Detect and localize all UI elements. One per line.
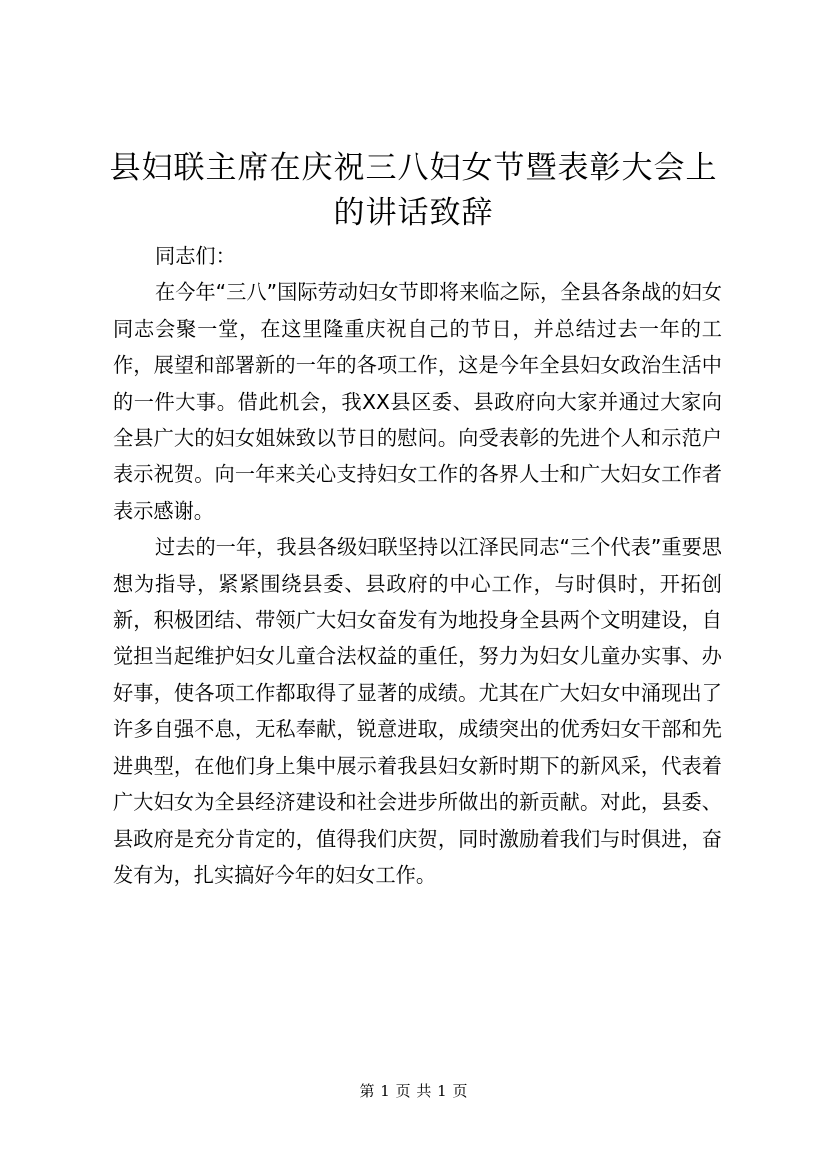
document-body (113, 238, 722, 893)
paragraph-2: 过去的一年，我县各级妇联坚持以江泽民同志“三个代表”重要思想为指导，紧紧围绕县委、县政府的中心工作，与时俱时，开拓创新，积极团结、带领广大妇女奋发有为地投身全县两个文明建设，自觉担当起维护妇女儿童合法权益的重任，努力为妇女儿童办实事、办好事，使各项工作都取得了显著的成绩。尤其在广大妇女中涌现出了许多自强不息，无私奉献，锐意进取，成绩突出的优秀妇女干部和先进典型，在他们身上集中展示着我县妇女新时期下的新风采，代表着广大妇女为全县经济建设和社会进步所做出的新贡献。对此，县委、县政府是充分肯定的，值得我们庆贺，同时激励着我们与时俱进，奋发有为，扎实搞好今年的妇女工作。 (113, 535, 722, 887)
salutation: 同志们： (155, 244, 236, 268)
paragraph-1: 在今年“三八”国际劳动妇女节即将来临之际，全县各条战的妇女同志会聚一堂，在这里隆重庆祝自己的节日，并总结过去一年的工作，展望和部署新的一年的各项工作，这是今年全县妇女政治生活中的一件大事。借此机会，我XX县区委、县政府向大家并通过大家向全县广大的妇女姐妹致以节日的慰问。向受表彰的先进个人和示范户表示祝贺。向一年来关心支持妇女工作的各界人士和广大妇女工作者表示感谢。 (113, 280, 722, 523)
page-footer: 第 1 页 共 1 页 (359, 1082, 468, 1100)
document-title: 县妇联主席在庆祝三八妇女节暨表彰大会上的讲话致辞 (109, 150, 718, 231)
